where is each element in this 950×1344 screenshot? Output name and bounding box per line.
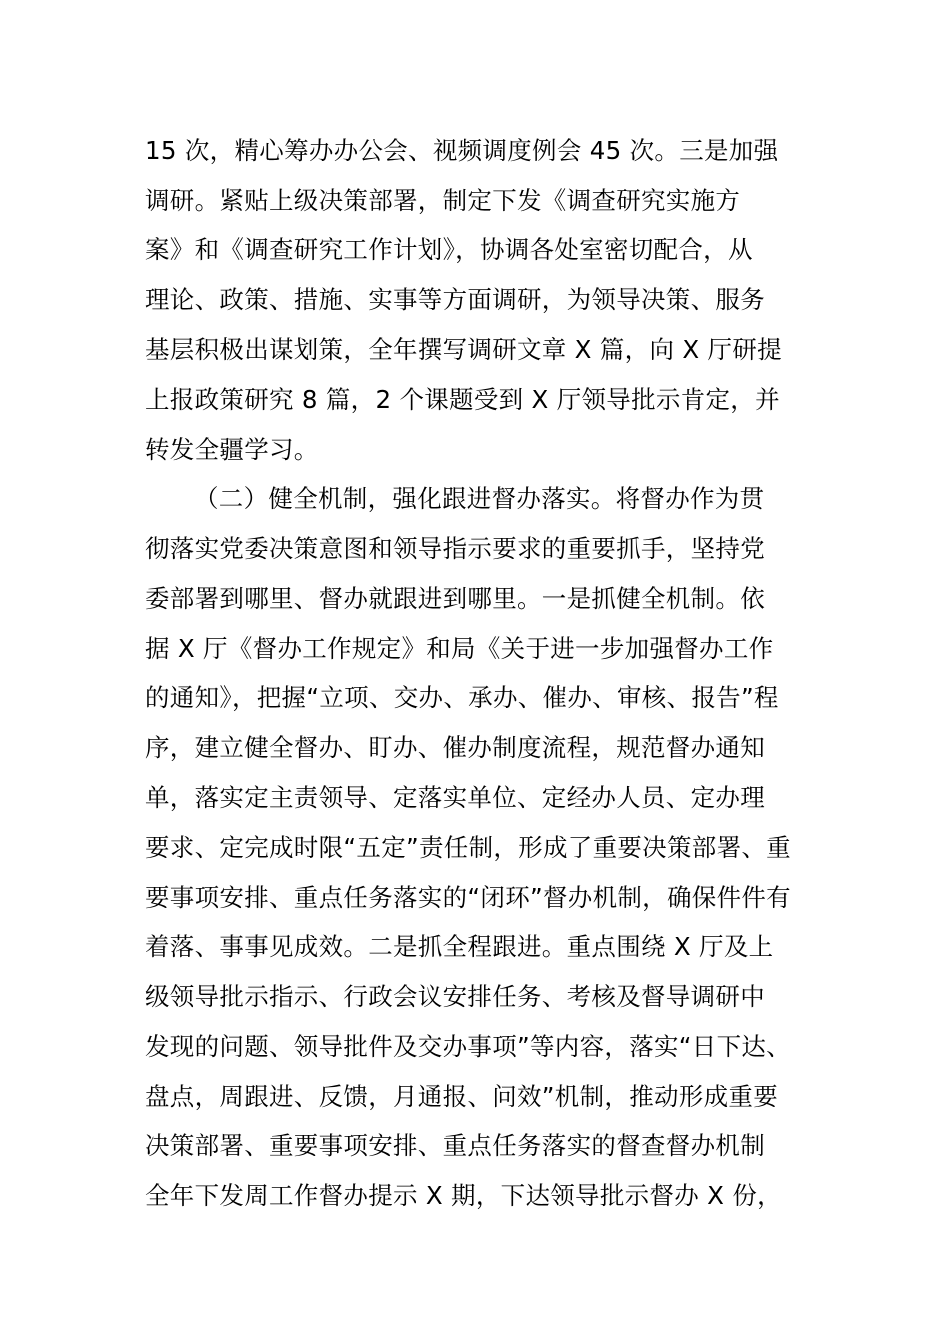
text-line: 全年下发周工作督办提示 X 期，下达领导批示督办 X 份，	[145, 1181, 782, 1210]
text-line: 调研。紧贴上级决策部署，制定下发《调查研究实施方	[145, 186, 741, 215]
text-line: 序，建立健全督办、盯办、催办制度流程，规范督办通知	[145, 733, 765, 762]
text-line: 基层积极出谋划策，全年撰写调研文章 X 篇，向 X 厅研提	[145, 335, 782, 364]
text-line: 级领导批示指示、行政会议安排任务、考核及督导调研中	[145, 982, 765, 1011]
text-line: 转发全疆学习。	[145, 435, 319, 464]
text-line: 的通知》，把握“立项、交办、承办、催办、审核、报告”程	[145, 683, 779, 712]
text-line: 案》和《调查研究工作计划》，协调各处室密切配合，从	[145, 235, 753, 264]
text-line: 据 X 厅《督办工作规定》和局《关于进一步加强督办工作	[145, 634, 774, 663]
text-line: 上报政策研究 8 篇，2 个课题受到 X 厅领导批示肯定，并	[145, 385, 780, 414]
text-line: 着落、事事见成效。二是抓全程跟进。重点围绕 X 厅及上	[145, 932, 774, 961]
text-line: 决策部署、重要事项安排、重点任务落实的督查督办机制	[145, 1131, 765, 1160]
text-line: 单，落实定主责领导、定落实单位、定经办人员、定办理	[145, 783, 765, 812]
text-line: 委部署到哪里、督办就跟进到哪里。一是抓健全机制。依	[145, 584, 765, 613]
text-line: 15 次，精心筹办办公会、视频调度例会 45 次。三是加强	[145, 136, 779, 165]
text-line: 发现的问题、领导批件及交办事项”等内容，落实“日下达、	[145, 1032, 791, 1061]
text-line: 盘点，周跟进、反馈，月通报、问效”机制，推动形成重要	[145, 1082, 778, 1111]
section-heading-line: （二）健全机制，强化跟进督办落实。将督办作为贯	[194, 484, 765, 513]
text-line: 要求、定完成时限“五定”责任制，形成了重要决策部署、重	[145, 833, 791, 862]
text-line: 彻落实党委决策意图和领导指示要求的重要抓手，坚持党	[145, 534, 765, 563]
text-line: 要事项安排、重点任务落实的“闭环”督办机制，确保件件有	[145, 883, 791, 912]
text-line: 理论、政策、措施、实事等方面调研，为领导决策、服务	[145, 285, 765, 314]
